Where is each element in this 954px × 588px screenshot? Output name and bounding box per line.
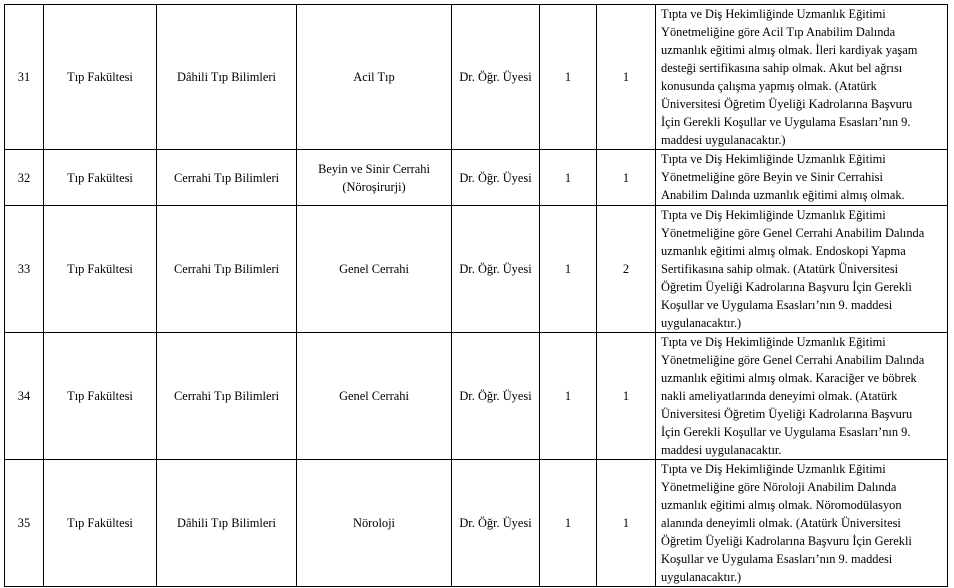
requirement-line: Tıpta ve Diş Hekimliğinde Uzmanlık Eğitimi (661, 335, 886, 349)
row-number: 33 (5, 206, 44, 333)
requirement-line: Sertifikasına sahip olmak. (Atatürk Üniversitesi (661, 262, 899, 276)
requirement-line: Üniversitesi Öğretim Üyeliği Kadrolarına Başvuru (661, 407, 913, 421)
requirement-line: alanında deneyimli olmak. (Atatürk Üniversitesi (661, 516, 901, 530)
requirement-line: maddesi uygulanacaktır. (661, 443, 782, 457)
requirement-line: maddesi uygulanacaktır.) (661, 133, 786, 147)
title-cell: Dr. Öğr. Üyesi (452, 460, 540, 587)
requirements-cell (656, 150, 948, 206)
division-line: Beyin ve Sinir Cerrahi (318, 161, 430, 176)
division-cell (297, 333, 452, 460)
department-cell: Cerrahi Tıp Bilimleri (157, 333, 297, 460)
faculty-cell: Tıp Fakültesi (44, 5, 157, 150)
requirement-line: Anabilim Dalında uzmanlık eğitimi almış olmak. (661, 188, 905, 202)
requirement-line: Yönetmeliğine göre Nöroloji Anabilim Dalında (661, 480, 897, 494)
count-b-cell: 1 (597, 333, 656, 460)
count-a-cell: 1 (540, 150, 597, 206)
division-line: Genel Cerrahi (339, 262, 409, 276)
title-cell: Dr. Öğr. Üyesi (452, 206, 540, 333)
requirement-line: Yönetmeliğine göre Genel Cerrahi Anabilim Dalında (661, 353, 925, 367)
requirements-cell (656, 5, 948, 150)
count-b-cell: 1 (597, 460, 656, 587)
faculty-cell: Tıp Fakültesi (44, 460, 157, 587)
count-b-cell: 2 (597, 206, 656, 333)
requirement-line: uygulanacaktır.) (661, 570, 742, 584)
requirement-line: uygulanacaktır.) (661, 316, 742, 330)
count-a-cell: 1 (540, 333, 597, 460)
requirement-line: Koşullar ve Uygulama Esasları’nın 9. maddesi (661, 298, 893, 312)
faculty-cell: Tıp Fakültesi (44, 150, 157, 206)
count-a-cell: 1 (540, 460, 597, 587)
requirement-line: Tıpta ve Diş Hekimliğinde Uzmanlık Eğitimi (661, 462, 886, 476)
table-row (5, 5, 948, 150)
requirement-line: Yönetmeliğine göre Genel Cerrahi Anabilim Dalında (661, 226, 925, 240)
requirement-line: Öğretim Üyeliği Kadrolarına Başvuru İçin Gerekli (661, 280, 912, 294)
division-cell (297, 206, 452, 333)
division-line: Acil Tıp (353, 70, 395, 84)
requirement-line: Tıpta ve Diş Hekimliğinde Uzmanlık Eğitimi (661, 208, 886, 222)
row-number: 32 (5, 150, 44, 206)
requirement-line: Tıpta ve Diş Hekimliğinde Uzmanlık Eğitimi (661, 152, 886, 166)
requirement-line: uzmanlık eğitimi almış olmak. Endoskopi Yapma (661, 244, 906, 258)
requirements-cell (656, 206, 948, 333)
faculty-cell: Tıp Fakültesi (44, 333, 157, 460)
table-row (5, 460, 948, 587)
department-cell: Cerrahi Tıp Bilimleri (157, 150, 297, 206)
requirement-line: uzmanlık eğitimi almış olmak. İleri kardiyak yaşam (661, 43, 918, 57)
faculty-cell: Tıp Fakültesi (44, 206, 157, 333)
title-cell: Dr. Öğr. Üyesi (452, 333, 540, 460)
count-b-cell: 1 (597, 150, 656, 206)
row-number: 31 (5, 5, 44, 150)
division-line: Genel Cerrahi (339, 389, 409, 403)
requirement-line: nakli ameliyatlarında deneyimi olmak. (Atatürk (661, 389, 898, 403)
requirement-line: desteği sertifikasına sahip olmak. Akut bel ağrısı (661, 61, 903, 75)
count-a-cell: 1 (540, 206, 597, 333)
requirements-cell (656, 333, 948, 460)
positions-table (4, 4, 948, 587)
requirement-line: Üniversitesi Öğretim Üyeliği Kadrolarına Başvuru (661, 97, 913, 111)
division-cell (297, 460, 452, 587)
division-line: (Nöroşirurji) (342, 179, 406, 194)
department-cell: Dâhili Tıp Bilimleri (157, 5, 297, 150)
requirement-line: Yönetmeliğine göre Beyin ve Sinir Cerrahisi (661, 170, 883, 184)
requirement-line: Yönetmeliğine göre Acil Tıp Anabilim Dalında (661, 25, 896, 39)
table-row (5, 333, 948, 460)
requirement-line: uzmanlık eğitimi almış olmak. Karaciğer ve böbrek (661, 371, 917, 385)
requirement-line: Öğretim Üyeliği Kadrolarına Başvuru İçin Gerekli (661, 534, 912, 548)
requirement-line: Tıpta ve Diş Hekimliğinde Uzmanlık Eğitimi (661, 7, 886, 21)
row-number: 34 (5, 333, 44, 460)
division-cell (297, 150, 452, 206)
requirement-line: konusunda çalışma yapmış olmak. (Atatürk (661, 79, 877, 93)
department-cell: Cerrahi Tıp Bilimleri (157, 206, 297, 333)
requirement-line: İçin Gerekli Koşullar ve Uygulama Esasları’nın 9. (661, 115, 911, 129)
title-cell: Dr. Öğr. Üyesi (452, 150, 540, 206)
table-row (5, 206, 948, 333)
requirement-line: Koşullar ve Uygulama Esasları’nın 9. maddesi (661, 552, 893, 566)
division-line: Nöroloji (353, 516, 395, 530)
title-cell: Dr. Öğr. Üyesi (452, 5, 540, 150)
requirement-line: İçin Gerekli Koşullar ve Uygulama Esasları’nın 9. (661, 425, 911, 439)
count-a-cell: 1 (540, 5, 597, 150)
department-cell: Dâhili Tıp Bilimleri (157, 460, 297, 587)
row-number: 35 (5, 460, 44, 587)
requirement-line: uzmanlık eğitimi almış olmak. Nöromodülasyon (661, 498, 902, 512)
table-row (5, 150, 948, 206)
requirements-cell (656, 460, 948, 587)
count-b-cell: 1 (597, 5, 656, 150)
division-cell (297, 5, 452, 150)
